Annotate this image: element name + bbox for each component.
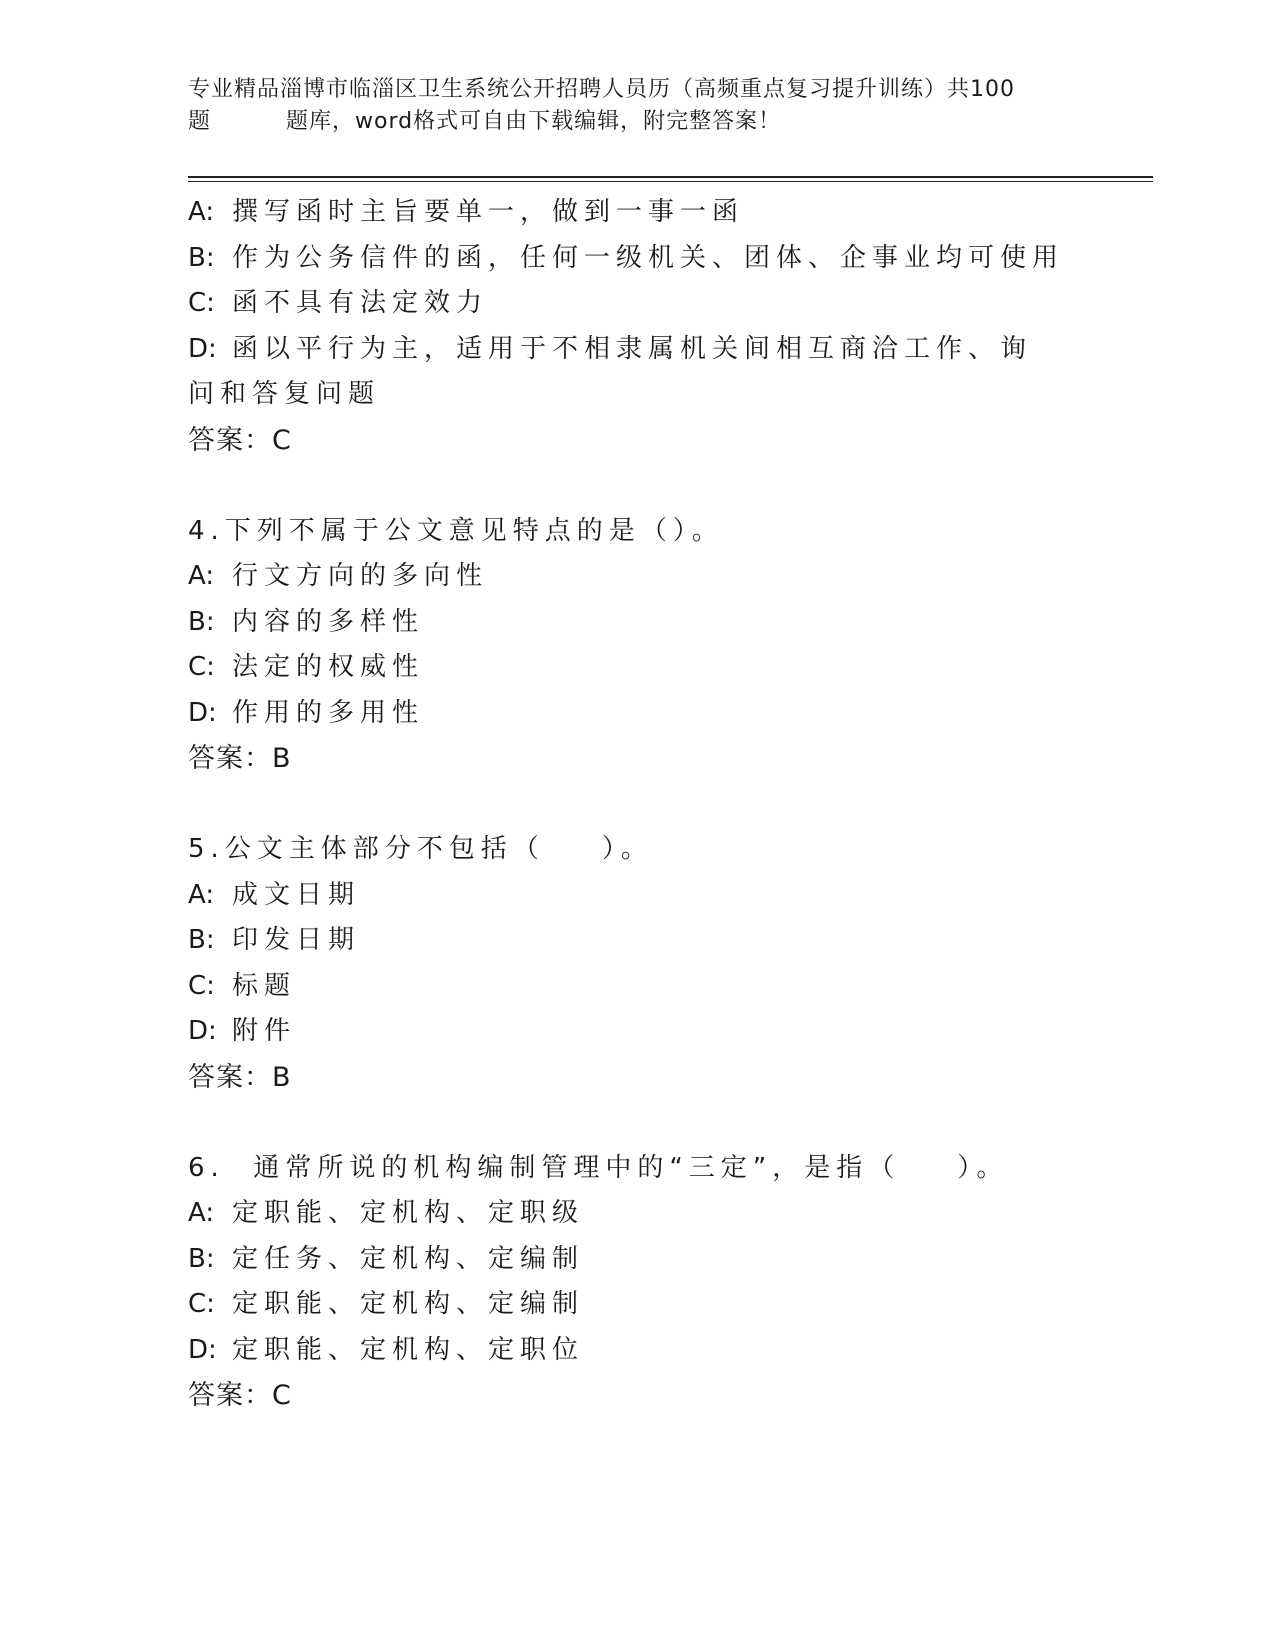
option-key: A: [188,1198,215,1228]
option-text: 标题 [232,970,297,1001]
option-text: 定职能、定机构、定编制 [232,1289,585,1319]
header-title-line2 [188,106,1088,138]
option-b [188,236,1088,282]
option-a [188,190,1088,236]
option-key: C: [188,652,215,682]
option-text: 撰写函时主旨要单一，做到一事一函 [232,197,745,227]
option-text: 内容的多样性 [232,606,425,637]
option-text: 作为公务信件的函，任何一级机关、团体、企事业均可使用 [232,242,1065,273]
option-text: 行文方向的多向性 [232,561,489,591]
option-key: D: [188,1016,217,1046]
option-key: D: [188,333,217,364]
option-text: 附件 [232,1016,297,1046]
option-key: A: [188,879,215,910]
header-title-rest: 题库，word格式可自由下载编辑，附完整答案！ [286,109,782,134]
option-text: 定职能、定机构、定职级 [232,1198,585,1228]
option-key: D: [188,1334,217,1365]
question-text: 5.公文主体部分不包括（ ）。 [188,834,653,864]
option-key: B: [188,925,215,955]
option-key: C: [188,288,215,318]
option-text: 成文日期 [232,879,361,910]
option-c [188,645,1088,691]
question-block-6 [188,1146,1088,1419]
question-block-4 [188,509,1088,782]
option-key: B: [188,1243,215,1274]
document-header [188,74,1088,138]
header-title-lead: 题 [188,109,212,134]
question-list [188,190,1088,1419]
spacer [188,463,1088,509]
option-text: 定任务、定机构、定编制 [232,1243,585,1274]
header-title-line1: 专业精品淄博市临淄区卫生系统公开招聘人员历（高频重点复习提升训练）共100 [188,77,1015,102]
option-text: 法定的权威性 [232,652,425,682]
option-key: A: [188,561,215,591]
option-c [188,1282,1088,1328]
option-key: C: [188,970,215,1001]
option-b [188,918,1088,964]
answer-line: 答案：C [188,424,292,456]
option-d [188,327,1048,418]
option-text: 作用的多用性 [232,697,425,728]
header-divider-thin [188,181,1153,182]
option-c [188,281,1088,327]
option-d [188,1009,1088,1055]
option-text: 印发日期 [232,925,361,955]
option-text: 定职能、定机构、定职位 [232,1334,585,1365]
question-block-5 [188,827,1088,1100]
option-c [188,964,1088,1010]
answer-line: 答案：B [188,1061,292,1093]
option-b [188,600,1088,646]
option-key: B: [188,242,215,273]
question-text: 6. 通常所说的机构编制管理中的“三定”，是指（ ）。 [188,1152,1009,1183]
answer-line: 答案：B [188,743,292,774]
question-block-3 [188,190,1088,463]
option-a [188,873,1088,919]
option-d [188,691,1088,737]
option-key: B: [188,606,215,637]
option-key: D: [188,697,217,728]
option-d [188,1328,1088,1374]
header-divider-thick [188,176,1153,178]
option-text: 函不具有法定效力 [232,288,489,318]
spacer [188,782,1088,828]
option-text: 函以平行为主，适用于不相隶属机关间相互商洽工作、询问和答复问题 [188,333,1033,409]
option-a [188,1191,1088,1237]
option-key: C: [188,1289,215,1319]
option-key: A: [188,197,215,227]
option-a [188,554,1088,600]
spacer [188,1100,1088,1146]
option-b [188,1237,1088,1283]
question-text: 4.下列不属于公文意见特点的是（）。 [188,515,724,546]
answer-line: 答案：C [188,1380,292,1411]
